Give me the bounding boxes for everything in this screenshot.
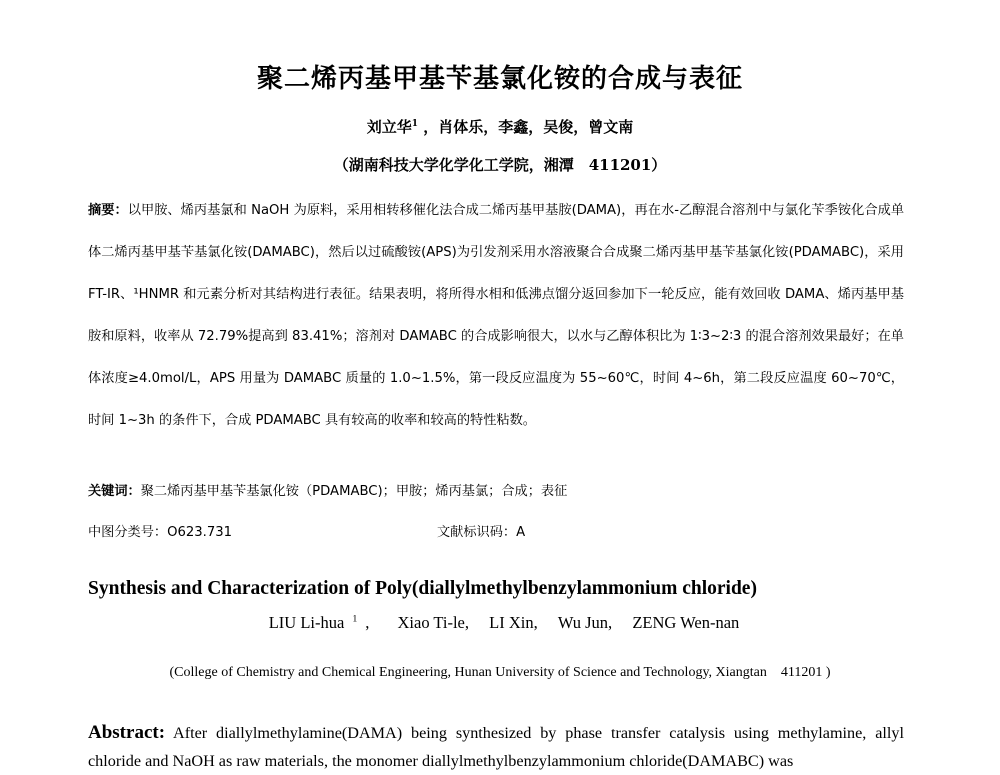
author-name: Xiao Ti-le,	[397, 613, 470, 632]
author-separator: ，	[483, 118, 499, 136]
affiliation-en: (College of Chemistry and Chemical Engineering, Hunan University of Science and Technology, Xiangtan 411201 )	[169, 665, 831, 680]
keywords-text-cn: 聚二烯丙基甲基苄基氯化铵（PDAMABC)；甲胺；烯丙基氯；合成；表征	[140, 484, 568, 499]
author-name: LI Xin,	[489, 613, 538, 632]
author-affiliation-mark: 1	[411, 119, 418, 129]
keywords-cn	[88, 480, 904, 499]
author-name: 吴俊	[543, 118, 574, 136]
abstract-label-en: Abstract:	[88, 722, 166, 743]
author-affiliation-mark: 1	[352, 613, 358, 625]
author-suffix: ,	[365, 613, 370, 632]
paper-title-en: Synthesis and Characterization of Poly(diallylmethylbenzylammonium chloride)	[88, 578, 757, 599]
author-name: 刘立华	[366, 118, 412, 136]
affiliation-cn: （湖南科技大学化学化工学院，湘潭 411201）	[333, 156, 667, 174]
author-separator: ，	[417, 118, 439, 136]
classification-code: 中图分类号：O623.731	[88, 525, 233, 540]
abstract-cn	[88, 190, 904, 442]
author-list-en	[0, 613, 1000, 633]
author-name: LIU Li-hua	[268, 613, 345, 632]
author-name: ZENG Wen-nan	[632, 613, 740, 632]
abstract-en	[88, 719, 904, 775]
author-list-cn	[0, 116, 1000, 137]
author-separator: ，	[573, 118, 589, 136]
author-name: Wu Jun,	[557, 613, 613, 632]
author-name: 曾文南	[588, 118, 634, 136]
abstract-text-en: After diallylmethylamine(DAMA) being synthesized by phase transfer catalysis using methylamine, allyl chloride and NaOH as raw materials, the monomer diallylmethylbenzylammonium chloride(DAMABC) was	[88, 724, 904, 770]
author-name: 李鑫	[498, 118, 529, 136]
author-entry-en	[261, 613, 378, 632]
abstract-text-cn: 以甲胺、烯丙基氯和 NaOH 为原料，采用相转移催化法合成二烯丙基甲基胺(DAMA)，再在水-乙醇混合溶剂中与氯化苄季铵化合成单体二烯丙基甲基苄基氯化铵(DAMABC)，然后以过硫酸铵(APS)为引发剂采用水溶液聚合合成聚二烯丙基甲基苄基氯化铵(PDAMABC)，采用 FT-IR、¹HNMR 和元素分析对其结构进行表征。结果表明，将所得水相和低沸点馏分返回参加下一轮反应，能有效回收 DAMA、烯丙基甲基胺和原料，收率从 72.79%提高到 83.41%；溶剂对 DAMABC 的合成影响很大，以水与乙醇体积比为 1∶3~2∶3 的混合溶剂效果最好；在单体浓度≥4.0mol/L，APS 用量为 DAMABC 质量的 1.0~1.5%，第一段反应温度为 55~60℃，时间 4~6h，第二段反应温度 60~70℃，时间 1~3h 的条件下，合成 PDAMABC 具有较高的收率和较高的特性粘数。	[88, 203, 905, 428]
author-separator: ，	[528, 118, 544, 136]
author-name: 肖体乐	[438, 118, 484, 136]
document-code: 文献标识码：A	[437, 525, 526, 540]
abstract-label-cn: 摘要：	[88, 203, 128, 218]
keywords-label-cn: 关键词：	[88, 484, 141, 499]
paper-title-cn: 聚二烯丙基甲基苄基氯化铵的合成与表征	[256, 64, 743, 94]
